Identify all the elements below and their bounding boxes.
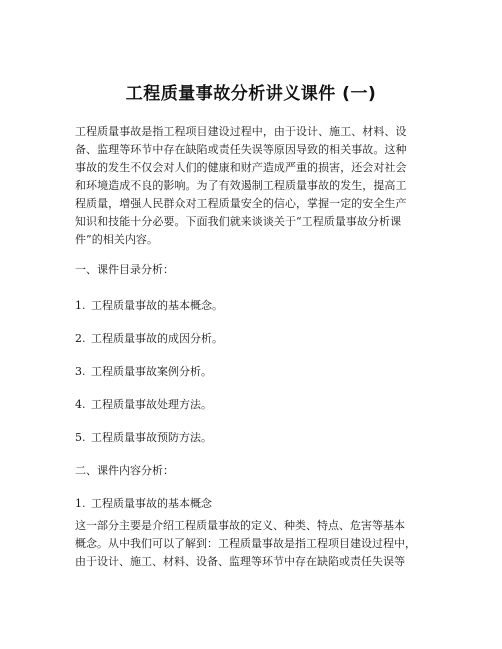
- document-title: 工程质量事故分析讲义课件 (一): [125, 84, 377, 104]
- toc-item: [75, 297, 223, 315]
- intro-line: 备、监理等环节中存在缺陷或责任失误等原因导致的相关事故。这种: [75, 143, 407, 156]
- closing-paragraph: [75, 517, 435, 571]
- subsection-number: 1.: [75, 497, 86, 510]
- toc-item-text: 工程质量事故预防方法。: [91, 431, 212, 444]
- toc-item: [75, 429, 212, 447]
- toc-item-number: 4.: [75, 398, 86, 411]
- toc-item-number: 2.: [75, 332, 86, 345]
- closing-line: 这一部分主要是介绍工程质量事故的定义、种类、特点、危害等基本: [75, 519, 405, 532]
- closing-line: 由于设计、施工、材料、设备、监理等环节中存在缺陷或责任失误等: [75, 555, 405, 568]
- closing-line: 概念。从中我们可以了解到：工程质量事故是指工程项目建设过程中，: [75, 537, 416, 550]
- intro-line: 件”的相关内容。: [75, 233, 159, 246]
- toc-item: [75, 330, 223, 348]
- intro-line: 事故的发生不仅会对人们的健康和财产造成严重的损害，还会对社会: [75, 161, 407, 174]
- toc-item-text: 工程质量事故的基本概念。: [91, 299, 223, 312]
- section-heading-content: 二、课件内容分析：: [75, 464, 174, 477]
- toc-item-number: 5.: [75, 431, 86, 444]
- toc-item-number: 3.: [75, 365, 86, 378]
- section-heading-toc: 一、课件目录分析：: [75, 263, 174, 276]
- toc-item-number: 1.: [75, 299, 86, 312]
- subsection-heading: [75, 495, 212, 513]
- toc-item: [75, 363, 212, 381]
- toc-item-text: 工程质量事故处理方法。: [91, 398, 212, 411]
- toc-item: [75, 396, 212, 414]
- toc-item-text: 工程质量事故案例分析。: [91, 365, 212, 378]
- toc-item-text: 工程质量事故的成因分析。: [91, 332, 223, 345]
- intro-line: 程质量，增强人民群众对工程质量安全的信心，掌握一定的安全生产: [75, 197, 407, 210]
- intro-paragraph: [75, 123, 405, 249]
- subsection-text: 工程质量事故的基本概念: [91, 497, 212, 510]
- intro-line: 工程质量事故是指工程项目建设过程中，由于设计、施工、材料、设: [75, 125, 407, 138]
- intro-line: 知识和技能十分必要。下面我们就来谈谈关于“工程质量事故分析课: [75, 215, 402, 228]
- intro-line: 和环境造成不良的影响。为了有效遏制工程质量事故的发生，提高工: [75, 179, 407, 192]
